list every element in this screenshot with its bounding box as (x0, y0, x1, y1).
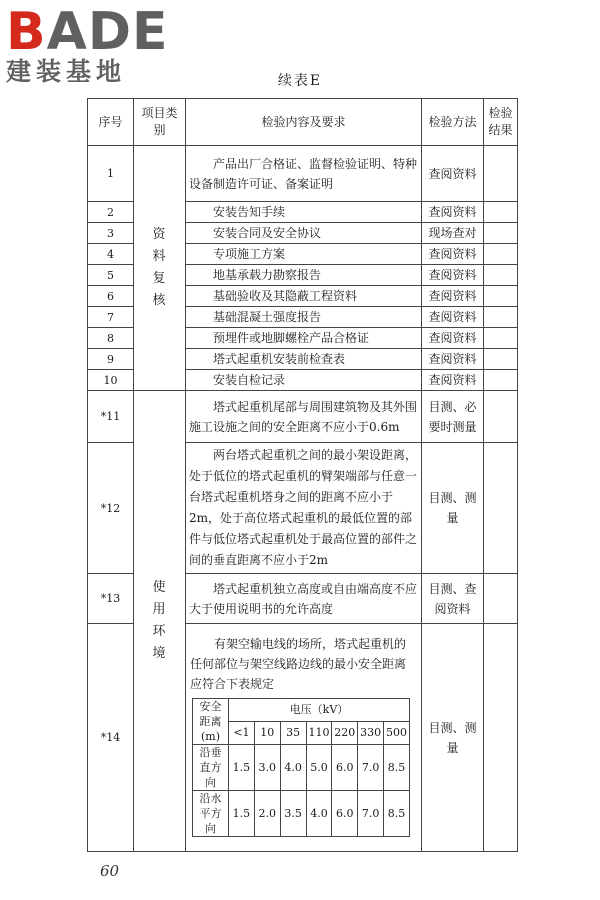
page-title: 续表E (277, 73, 323, 89)
row-seq: *12 (88, 443, 134, 574)
row-method: 查阅资料 (422, 244, 484, 265)
header-category: 项目类别 (134, 99, 186, 146)
row-content: 安装自检记录 (186, 370, 422, 391)
voltage-cell: 1.5 (229, 791, 255, 837)
row-method: 目测、测量 (422, 443, 484, 574)
voltage-cell: 5.0 (306, 745, 332, 791)
table-row (88, 146, 518, 202)
row-method: 查阅资料 (422, 349, 484, 370)
page-number: 60 (100, 862, 120, 880)
voltage-row-vertical (193, 745, 410, 791)
row-seq: 10 (88, 370, 134, 391)
voltage-corner (193, 699, 229, 745)
row-result (484, 244, 518, 265)
row-seq: *13 (88, 574, 134, 624)
voltage-header: 110 (306, 722, 332, 745)
row-content: 有架空输电线的场所，塔式起重机的任何部位与架空线路边线的最小安全距离应符合下表规定 (190, 637, 407, 691)
row-method: 查阅资料 (422, 370, 484, 391)
voltage-header: 220 (332, 722, 358, 745)
voltage-cell: 7.0 (358, 745, 384, 791)
row-method: 目测、测量 (422, 624, 484, 852)
row-method: 目测、查阅资料 (422, 574, 484, 624)
row-content: 塔式起重机尾部与周围建筑物及其外围施工设施之间的安全距离不应小于0.6m (186, 391, 422, 443)
row-result (484, 307, 518, 328)
row-result (484, 349, 518, 370)
voltage-cell: 6.0 (332, 745, 358, 791)
row-content: 两台塔式起重机之间的最小架设距离，处于低位的塔式起重机的臂架端部与任意一台塔式起重机塔身之间的距离不应小于2m，处于高位塔式起重机的最低位置的部件与低位塔式起重机处于最高位置的部件之间的垂直距离不应小于2m (186, 443, 422, 574)
voltage-header: 10 (254, 722, 280, 745)
row-content-cell (186, 624, 422, 852)
voltage-cell: 2.0 (254, 791, 280, 837)
row-result (484, 286, 518, 307)
voltage-cell: 6.0 (332, 791, 358, 837)
row-method: 目测、必要时测量 (422, 391, 484, 443)
brand-logo (6, 4, 186, 86)
inspection-table (87, 98, 518, 852)
voltage-row-label (193, 791, 229, 837)
voltage-distance-table (192, 698, 410, 837)
row-seq: 6 (88, 286, 134, 307)
table-row (88, 391, 518, 443)
category-docs-label: 资料复核 (152, 227, 167, 308)
row-seq: 4 (88, 244, 134, 265)
row-content: 基础验收及其隐蔽工程资料 (186, 286, 422, 307)
row-result (484, 265, 518, 286)
logo-wordmark (6, 4, 186, 60)
row-result (484, 370, 518, 391)
voltage-label: 电压（kV） (229, 699, 410, 722)
voltage-header: 330 (358, 722, 384, 745)
row-method: 查阅资料 (422, 286, 484, 307)
row-result (484, 443, 518, 574)
voltage-row-label-text: 沿水平方向 (199, 792, 222, 835)
voltage-cell: 7.0 (358, 791, 384, 837)
row-result (484, 146, 518, 202)
row-content: 地基承载力勘察报告 (186, 265, 422, 286)
voltage-cell: 4.0 (280, 745, 306, 791)
header-content: 检验内容及要求 (186, 99, 422, 146)
voltage-cell: 3.5 (280, 791, 306, 837)
category-env (134, 391, 186, 852)
voltage-cell: 3.0 (254, 745, 280, 791)
row-seq: *14 (88, 624, 134, 852)
row-content: 安装合同及安全协议 (186, 223, 422, 244)
row-result (484, 624, 518, 852)
row-seq: 3 (88, 223, 134, 244)
row-method: 查阅资料 (422, 307, 484, 328)
row-seq: 1 (88, 146, 134, 202)
row-seq: 5 (88, 265, 134, 286)
row-content: 塔式起重机安装前检查表 (186, 349, 422, 370)
voltage-header: <1 (229, 722, 255, 745)
row-content: 预埋件或地脚螺栓产品合格证 (186, 328, 422, 349)
voltage-cell: 1.5 (229, 745, 255, 791)
row-seq: 2 (88, 202, 134, 223)
row-method: 查阅资料 (422, 146, 484, 202)
voltage-row-label-text: 沿垂直方向 (199, 746, 222, 789)
row-content: 塔式起重机独立高度或自由端高度不应大于使用说明书的允许高度 (186, 574, 422, 624)
row-result (484, 574, 518, 624)
header-result: 检验结果 (484, 99, 518, 146)
row-method: 查阅资料 (422, 265, 484, 286)
table-header-row (88, 99, 518, 146)
voltage-cell: 8.5 (384, 791, 410, 837)
row-content: 基础混凝土强度报告 (186, 307, 422, 328)
row-result (484, 223, 518, 244)
voltage-header: 500 (384, 722, 410, 745)
voltage-corner-label: 安全距离(m) (199, 700, 222, 743)
voltage-row-label (193, 745, 229, 791)
row-seq: 8 (88, 328, 134, 349)
row-content: 安装告知手续 (186, 202, 422, 223)
voltage-header: 35 (280, 722, 306, 745)
row-content: 产品出厂合格证、监督检验证明、特种设备制造许可证、备案证明 (186, 146, 422, 202)
row-method: 查阅资料 (422, 202, 484, 223)
row-seq: *11 (88, 391, 134, 443)
logo-letters: ADE (46, 2, 169, 62)
header-seq: 序号 (88, 99, 134, 146)
header-method: 检验方法 (422, 99, 484, 146)
row-method: 查阅资料 (422, 328, 484, 349)
voltage-cell: 4.0 (306, 791, 332, 837)
logo-subtitle: 建装基地 (6, 57, 127, 86)
voltage-row-horizontal (193, 791, 410, 837)
row-result (484, 328, 518, 349)
row-result (484, 202, 518, 223)
row-method: 现场查对 (422, 223, 484, 244)
row-seq: 9 (88, 349, 134, 370)
row-content: 专项施工方案 (186, 244, 422, 265)
category-docs (134, 146, 186, 391)
category-env-label: 使用环境 (152, 580, 167, 661)
voltage-cell: 8.5 (384, 745, 410, 791)
logo-letter-b: B (6, 2, 47, 62)
row-result (484, 391, 518, 443)
row-seq: 7 (88, 307, 134, 328)
